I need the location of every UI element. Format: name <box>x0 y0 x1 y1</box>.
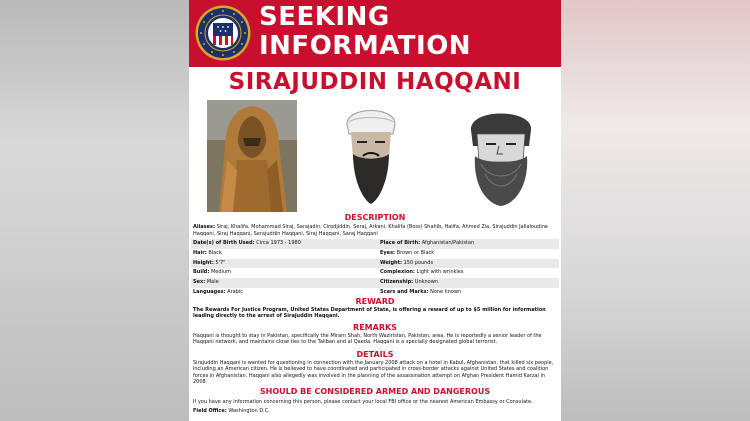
detail-key: Hair: <box>193 249 207 256</box>
remarks-text: Haqqani is thought to stay in Pakistan, specifically the Miram Shah, North Waziristan, Pakistan, area. He is reportedly a senior leader of the Haqqani network, and maintains close ties to the Taliban and al Qaeda. Haqqani is a specially designated global terrorist. <box>193 333 542 346</box>
detail-row <box>191 278 559 288</box>
subject-sketch <box>459 100 543 212</box>
detail-key: Eyes: <box>380 249 396 256</box>
detail-key: Date(s) of Birth Used: <box>193 240 255 246</box>
detail-value: Medium <box>210 269 231 276</box>
remarks-heading: REMARKS <box>353 323 397 332</box>
detail-key: Scars and Marks: <box>380 289 429 295</box>
fbi-seal-icon <box>195 5 251 61</box>
subject-photo-portrait <box>333 100 409 212</box>
description-heading: DESCRIPTION <box>344 213 406 222</box>
detail-key: Build: <box>193 269 210 276</box>
armed-warning: SHOULD BE CONSIDERED ARMED AND DANGEROUS <box>259 387 491 396</box>
detail-key: Languages: <box>193 289 226 295</box>
detail-key: Complexion: <box>380 269 415 276</box>
background-right <box>560 0 750 421</box>
field-office-value: Washington D.C. <box>228 408 270 414</box>
detail-row <box>191 268 559 278</box>
background-left <box>0 0 190 421</box>
detail-value: Male <box>206 279 219 286</box>
contact-text: If you have any information concerning this person, please contact your local FBI office or the nearest American Embassy or Consulate. <box>193 399 533 405</box>
banner-title <box>259 3 471 61</box>
detail-key: Weight: <box>380 259 402 266</box>
detail-key: Citizenship: <box>380 279 414 286</box>
subject-name: SIRAJUDDIN HAQQANI <box>228 69 522 95</box>
banner-line-2: INFORMATION <box>259 31 472 61</box>
wanted-poster <box>189 0 561 421</box>
field-office <box>193 408 557 414</box>
banner-line-1: SEEKING <box>259 2 390 32</box>
details-heading: DETAILS <box>356 350 394 359</box>
detail-value: Brown or Black <box>396 249 435 256</box>
detail-value: None known <box>430 289 462 295</box>
detail-value: Circa 1973 - 1980 <box>256 240 301 246</box>
detail-key: Height: <box>193 259 214 266</box>
detail-key: Place of Birth: <box>380 240 421 246</box>
field-office-label: Field Office: <box>193 408 227 414</box>
detail-row <box>191 259 559 269</box>
aliases-label: Aliases: <box>193 224 216 230</box>
details-text: Sirajuddin Haqqani is wanted for questioning in connection with the January 2008 attack on a hotel in Kabul, Afghanistan, that killed six people, including an American citizen. He is believed to have coordinated and participated in cross-border attacks against United States and coalition forces in Afghanistan. Haqqani also allegedly was involved in the planning of the assassination attempt on Afghan President Hamid Karzai in 2008. <box>193 360 554 386</box>
detail-value: Light with wrinkles <box>416 269 464 276</box>
detail-value: Afghanistan/Pakistan <box>421 240 475 246</box>
aliases-value: Siraj, Khalifa, Mohammad Siraj, Sarajadin, Cirodjiddin, Seraj, Arkani, Khalifa (Boss) Shahib, Halifa, Ahmed Zia, Sirajuddin Jallaloudine Haqqani, Siraj Haqqani, Serajuddin Haqqani, Siraj Haqqani, Saraj Haqqani <box>193 224 548 237</box>
detail-value: Unknown <box>414 279 438 286</box>
detail-value: Black <box>208 249 222 256</box>
detail-value: 5'7" <box>215 259 226 266</box>
subject-photo-hooded <box>207 100 297 212</box>
detail-key: Sex: <box>193 279 206 286</box>
aliases-block <box>193 224 557 237</box>
detail-row <box>191 239 559 249</box>
reward-text: The Rewards For Justice Program, United States Department of State, is offering a reward of up to $5 million for information leading directly to the arrest of Sirajuddin Haqqani. <box>193 307 546 320</box>
detail-value: 150 pounds <box>403 259 434 266</box>
detail-row <box>191 249 559 259</box>
reward-heading: REWARD <box>355 297 395 306</box>
header-banner <box>189 0 561 67</box>
detail-value: Arabic <box>227 289 244 295</box>
